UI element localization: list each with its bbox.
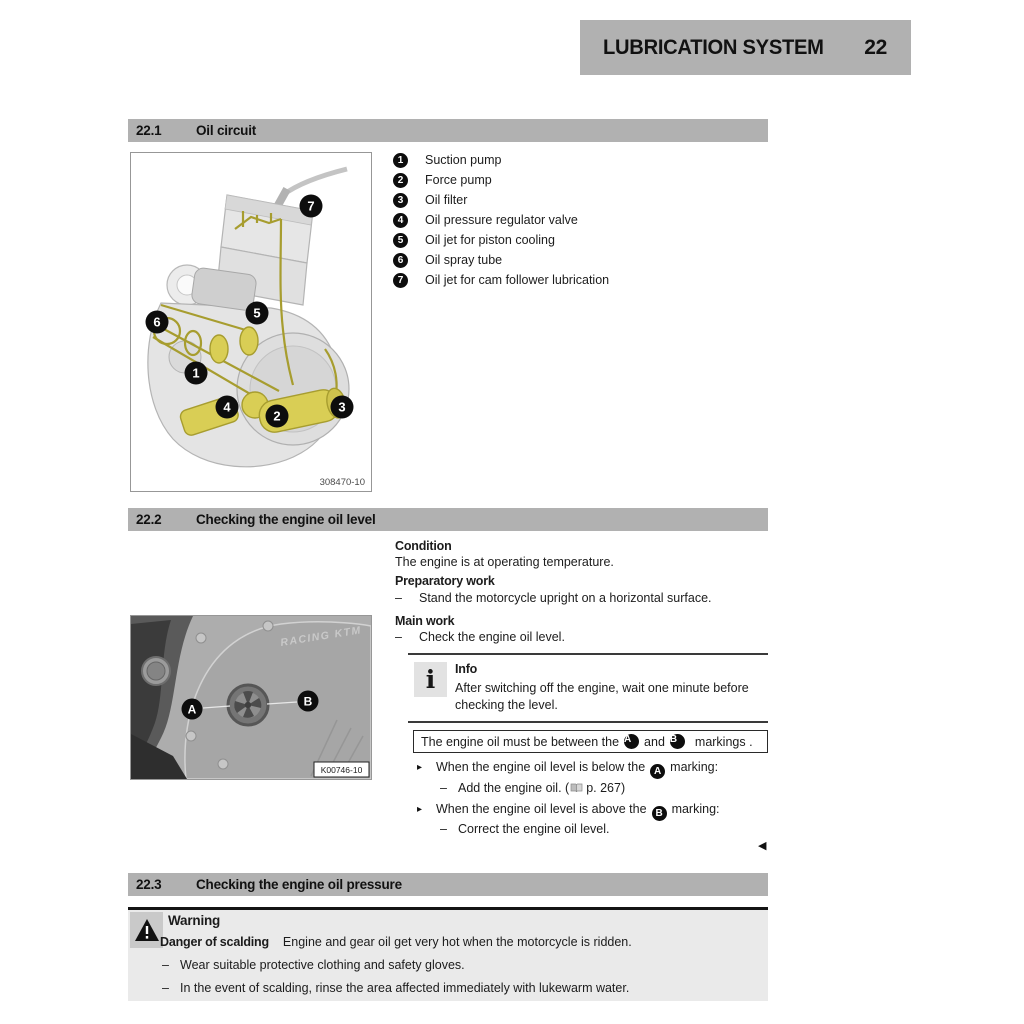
condition-text: The engine is at operating temperature. [395, 555, 614, 569]
dash: – [395, 630, 402, 644]
legend-item [393, 210, 609, 230]
info-rule-top [408, 653, 768, 655]
preparatory-step [395, 591, 712, 605]
case-below-post: marking: [670, 760, 719, 774]
triangle-bullet-icon: ▸ [417, 762, 423, 773]
callout-1: 1 [192, 365, 200, 381]
legend-item [393, 230, 609, 250]
main-work-step [395, 630, 565, 644]
case-above-pre: When the engine oil level is above the [436, 802, 647, 816]
dash: – [440, 822, 447, 836]
case-above-marking [417, 802, 769, 821]
warning-danger-line [160, 935, 760, 949]
section-bar-oil-circuit [128, 119, 768, 142]
case-below-text [436, 760, 718, 779]
figure-code: 308470-10 [319, 477, 365, 488]
legend-label-1: Suction pump [425, 153, 502, 167]
case-above-post: marking: [671, 802, 720, 816]
engine-oil-circuit-diagram [131, 153, 371, 491]
warning-step-2-text: In the event of scalding, rinse the area affected immediately with lukewarm water. [180, 981, 630, 995]
spec-text-pre: The engine oil must be between the [421, 734, 620, 749]
add-oil-text [458, 781, 625, 795]
sight-glass-photo [131, 616, 371, 779]
warning-step-1 [162, 958, 465, 972]
danger-label: Danger of scalding [160, 935, 269, 949]
legend-label-5: Oil jet for piston cooling [425, 233, 555, 247]
case-below-pre: When the engine oil level is below the [436, 760, 646, 774]
legend-num-2: 2 [393, 173, 408, 188]
dash: – [162, 958, 169, 972]
legend-item [393, 150, 609, 170]
spec-text-mid: and [644, 734, 665, 749]
section-number: 22.3 [136, 877, 162, 892]
condition-heading: Condition [395, 539, 452, 553]
legend-label-6: Oil spray tube [425, 253, 503, 267]
figure-code: K00746-10 [320, 765, 363, 775]
callout-3: 3 [338, 399, 346, 415]
info-icon [414, 662, 447, 697]
legend-num-6: 6 [393, 253, 408, 268]
marking-b-badge: B [652, 806, 667, 821]
oil-level-spec-box [413, 730, 768, 753]
legend-num-3: 3 [393, 193, 408, 208]
section-title: Checking the engine oil pressure [196, 877, 402, 892]
correct-oil-step [440, 822, 609, 836]
warning-step-2 [162, 981, 629, 995]
section-number: 22.1 [136, 123, 162, 138]
marking-b-badge: B [670, 734, 685, 749]
marking-b-callout: B [303, 694, 313, 709]
legend-item [393, 170, 609, 190]
legend-label-2: Force pump [425, 173, 492, 187]
dash: – [162, 981, 169, 995]
warning-icon-tile [130, 912, 163, 948]
dash: – [440, 781, 447, 795]
chapter-number: 22 [864, 35, 887, 59]
callout-6: 6 [153, 314, 161, 330]
spec-text-post: markings . [694, 734, 753, 749]
legend-item [393, 250, 609, 270]
oil-circuit-legend [393, 150, 609, 290]
legend-num-7: 7 [393, 273, 408, 288]
legend-num-4: 4 [393, 213, 408, 228]
preparatory-step-text: Stand the motorcycle upright on a horizontal surface. [419, 591, 712, 605]
info-icon-glyph: i [425, 665, 436, 694]
danger-text: Engine and gear oil get very hot when the motorcycle is ridden. [282, 935, 632, 949]
legend-item [393, 190, 609, 210]
info-rule-bottom [408, 721, 768, 723]
main-work-heading: Main work [395, 614, 455, 628]
add-oil-step [440, 781, 625, 795]
marking-a-callout: A [187, 702, 197, 717]
legend-item [393, 270, 609, 290]
callout-7: 7 [307, 198, 315, 214]
vent-hose [283, 169, 347, 195]
legend-label-7: Oil jet for cam follower lubrication [425, 273, 610, 287]
section-bar-oil-pressure [128, 873, 768, 896]
chapter-title: LUBRICATION SYSTEM [603, 35, 824, 59]
add-oil-step-text: Add the engine oil. ( [458, 781, 570, 795]
warning-heading: Warning [168, 913, 221, 928]
section-title: Oil circuit [196, 123, 257, 138]
triangle-bullet-icon: ▸ [417, 804, 423, 815]
oil-circuit-figure [130, 152, 372, 492]
case-above-text [436, 802, 720, 821]
info-text: After switching off the engine, wait one minute before checking the level. [455, 681, 749, 712]
main-work-step-text: Check the engine oil level. [419, 630, 565, 644]
section-title: Checking the engine oil level [196, 512, 376, 527]
chapter-header [580, 20, 911, 75]
page-reference-link[interactable]: p. 267) [586, 781, 626, 795]
marking-a-badge: A [650, 764, 665, 779]
section-bar-oil-level [128, 508, 768, 531]
embossed-brand-text: RACING KTM [279, 624, 363, 649]
warning-step-1-text: Wear suitable protective clothing and safety gloves. [180, 958, 465, 972]
legend-num-5: 5 [393, 233, 408, 248]
callout-5: 5 [253, 305, 261, 321]
section-number: 22.2 [136, 512, 162, 527]
oil-level-figure [130, 615, 372, 780]
legend-num-1: 1 [393, 153, 408, 168]
callout-4: 4 [223, 399, 231, 415]
continuation-marker-icon: ◀ [758, 840, 767, 852]
correct-oil-text: Correct the engine oil level. [458, 822, 610, 836]
warning-triangle-icon [134, 918, 160, 942]
marking-a-badge: A [624, 734, 639, 749]
dash: – [395, 591, 402, 605]
manual-book-icon [570, 783, 583, 793]
legend-label-3: Oil filter [425, 193, 468, 207]
case-below-marking [417, 760, 769, 779]
info-heading: Info [455, 662, 478, 676]
legend-label-4: Oil pressure regulator valve [425, 213, 578, 227]
preparatory-heading: Preparatory work [395, 574, 495, 588]
callout-2: 2 [273, 408, 281, 424]
